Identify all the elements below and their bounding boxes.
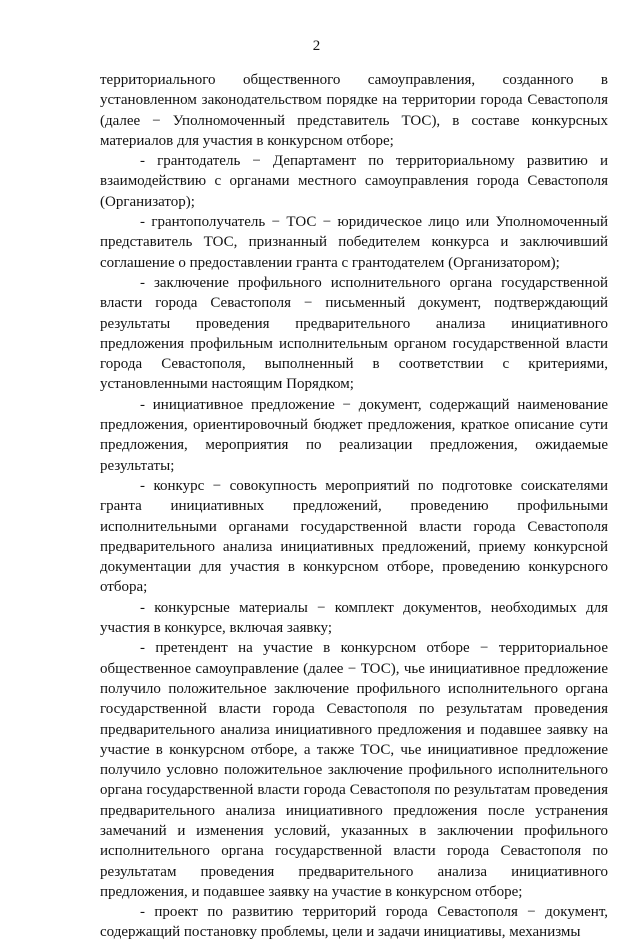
definition-contest: - конкурс − совокупность мероприятий по подготовке соискателями гранта инициативных предложений, проведению профильными исполнительными органами государственной власти города Севастополя предварительного анализа инициативных предложений, приему конкурсной документации для участия в конкурсном отборе, проведению конкурсного отбора; — [100, 477, 608, 596]
document-body — [100, 70, 608, 943]
definition-contest-applicant: - претендент на участие в конкурсном отборе − территориальное общественное самоуправление (далее − ТОС), чье инициативное предложение получило положительное заключение профильного исполнительного органа государственной власти города Севастополя по результатам проведения предварительного анализа инициативного предложения и подавшее заявку на участие в конкурсном отборе, а также ТОС, чье инициативное предложение получило условно положительное заключение профильного исполнительного органа государственной власти города Севастополя по результатам проведения предварительного анализа инициативного предложения после устранения замечаний и изменения условий, указанных в заключении профильного исполнительного органа государственной власти города Севастополя по результатам проведения предварительного анализа инициативного предложения, и подавшее заявку на участие в конкурсном отборе; — [100, 640, 608, 900]
definition-grantor: - грантодатель − Департамент по территориальному развитию и взаимодействию с органами местного самоуправления города Севастополя (Организатор); — [100, 153, 608, 210]
definition-initiative-proposal: - инициативное предложение − документ, содержащий наименование предложения, ориентировочный бюджет предложения, краткое описание сути предложения, мероприятия по реализации предложения, ожидаемые результаты; — [100, 396, 608, 474]
page-number: 2 — [312, 38, 321, 54]
definition-executive-body-conclusion: - заключение профильного исполнительного органа государственной власти города Севастополя − письменный документ, подтверждающий результаты проведения предварительного анализа инициативного предложения профильным исполнительным органом государственной власти города Севастополя, выполненный в соответствии с критериями, установленными настоящим Порядком; — [100, 274, 608, 393]
paragraph-continuation: территориального общественного самоуправления, созданного в установленном законодательством порядке на территории города Севастополя (далее − Уполномоченный представитель ТОС), в составе конкурсных материалов для участия в конкурсном отборе; — [100, 72, 608, 149]
definition-contest-materials: - конкурсные материалы − комплект документов, необходимых для участия в конкурсе, включая заявку; — [100, 599, 608, 637]
definition-development-project: - проект по развитию территорий города Севастополя − документ, содержащий постановку проблемы, цели и задачи инициативы, механизмы — [100, 904, 608, 941]
definition-grantee: - грантополучатель − ТОС − юридическое лицо или Уполномоченный представитель ТОС, признанный победителем конкурса и заключивший соглашение о предоставлении гранта с грантодателем (Организатором); — [100, 214, 608, 271]
